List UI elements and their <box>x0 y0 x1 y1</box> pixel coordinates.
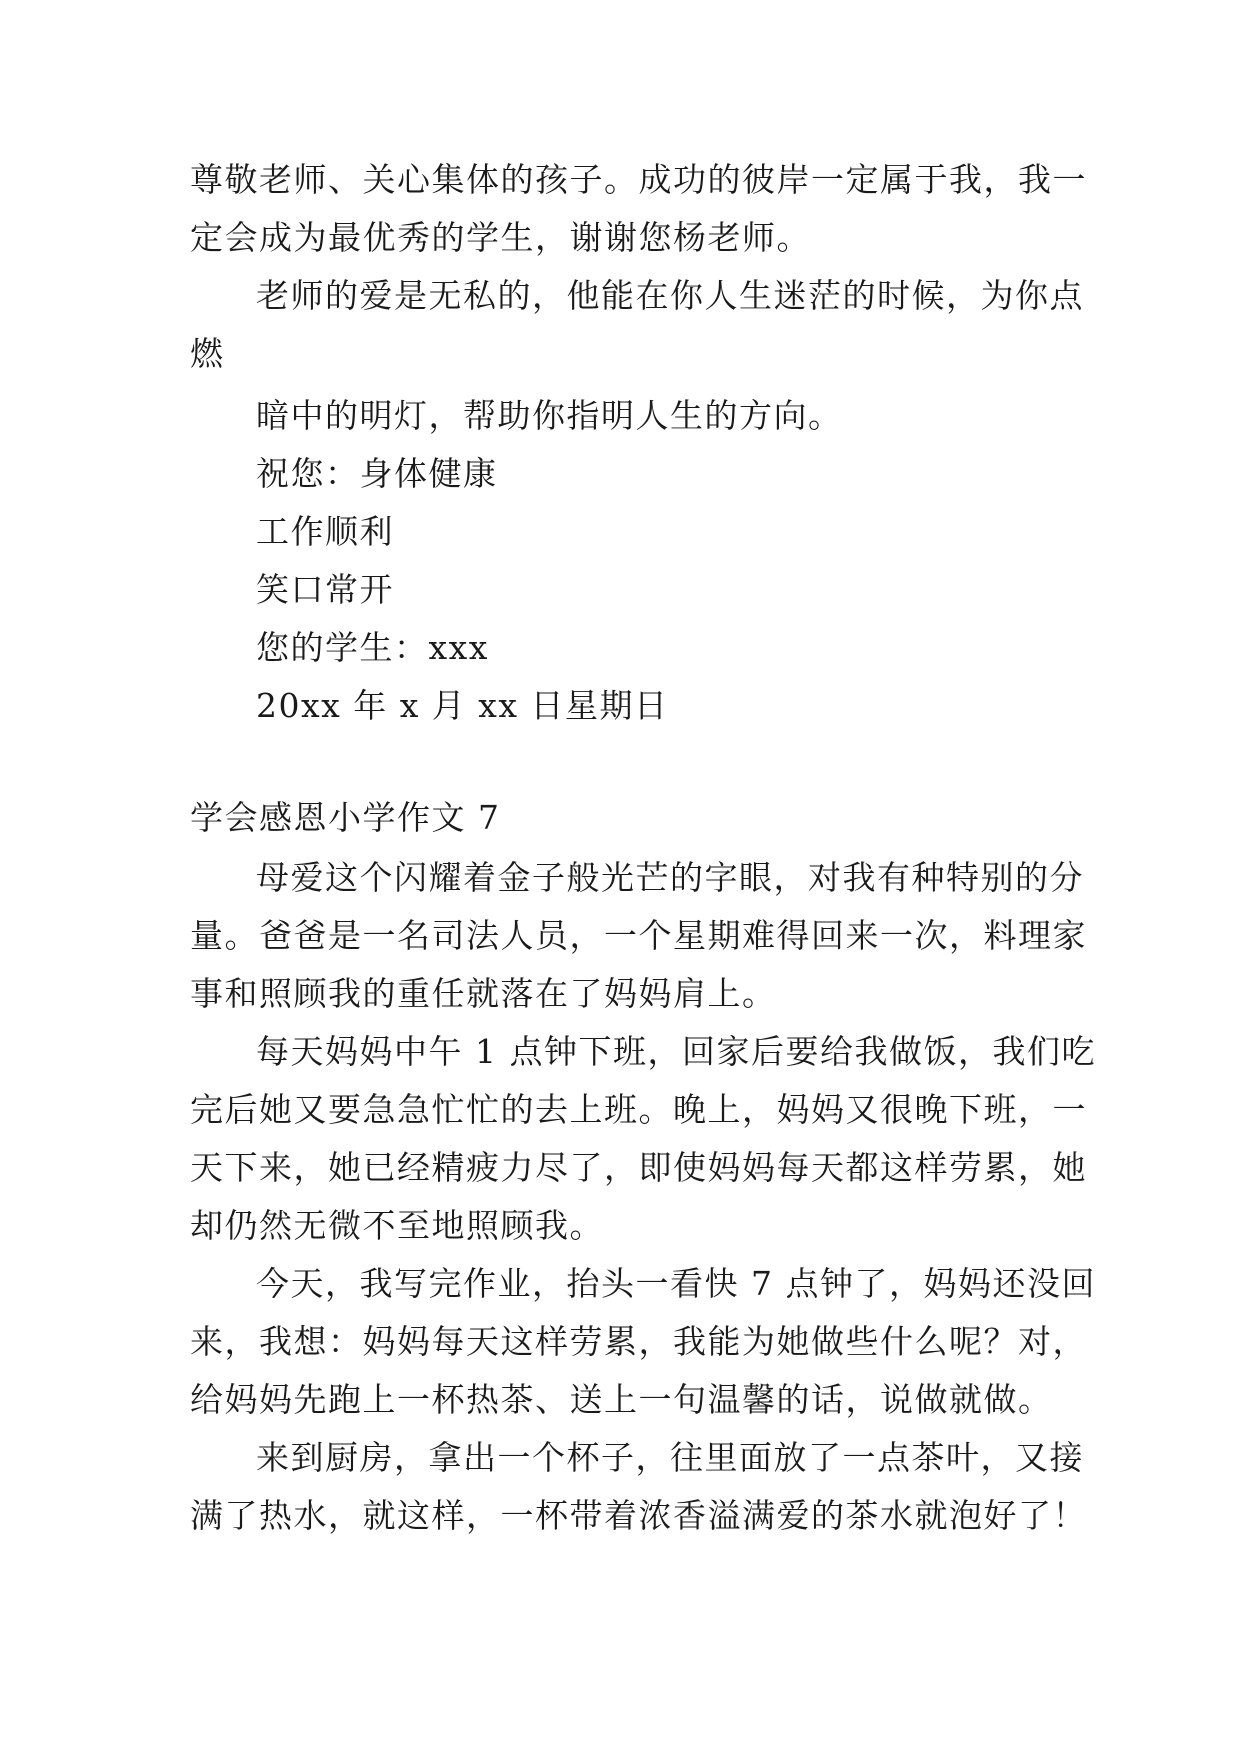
paragraph-line: 事和照顾我的重任就落在了妈妈肩上。 <box>190 974 777 1013</box>
paragraph-line: 尊敬老师、关心集体的孩子。成功的彼岸一定属于我，我一 <box>190 160 1087 199</box>
paragraph-line: 来，我想：妈妈每天这样劳累，我能为她做些什么呢？对， <box>190 1322 1087 1361</box>
paragraph-line: 暗中的明灯，帮助你指明人生的方向。 <box>256 396 843 435</box>
paragraph-line: 量。爸爸是一名司法人员，一个星期难得回来一次，料理家 <box>190 916 1087 955</box>
signature-line: 您的学生：xxx <box>256 628 489 667</box>
paragraph-line: 燃 <box>190 334 225 373</box>
paragraph-line: 今天，我写完作业，抬头一看快 7 点钟了，妈妈还没回 <box>256 1264 1096 1303</box>
paragraph-line: 天下来，她已经精疲力尽了，即使妈妈每天都这样劳累，她 <box>190 1148 1087 1187</box>
paragraph-line: 完后她又要急急忙忙的去上班。晚上，妈妈又很晚下班，一 <box>190 1090 1087 1129</box>
paragraph-line: 却仍然无微不至地照顾我。 <box>190 1206 604 1245</box>
date-line: 20xx 年 x 月 xx 日星期日 <box>256 686 669 725</box>
paragraph-line: 每天妈妈中午 1 点钟下班，回家后要给我做饭，我们吃 <box>256 1032 1096 1071</box>
paragraph-line: 给妈妈先跑上一杯热茶、送上一句温馨的话，说做就做。 <box>190 1380 1053 1419</box>
section-heading: 学会感恩小学作文 7 <box>190 798 501 837</box>
paragraph-line: 定会成为最优秀的学生，谢谢您杨老师。 <box>190 218 811 257</box>
closing-line: 祝您：身体健康 <box>256 454 498 493</box>
paragraph-line: 来到厨房，拿出一个杯子，往里面放了一点茶叶，又接 <box>256 1438 1084 1477</box>
paragraph-line: 满了热水，就这样，一杯带着浓香溢满爱的茶水就泡好了！ <box>190 1496 1087 1535</box>
paragraph-line: 母爱这个闪耀着金子般光芒的字眼，对我有种特别的分 <box>256 858 1084 897</box>
closing-line: 工作顺利 <box>256 512 394 551</box>
closing-line: 笑口常开 <box>256 570 394 609</box>
paragraph-line: 老师的爱是无私的，他能在你人生迷茫的时候，为你点 <box>256 276 1084 315</box>
